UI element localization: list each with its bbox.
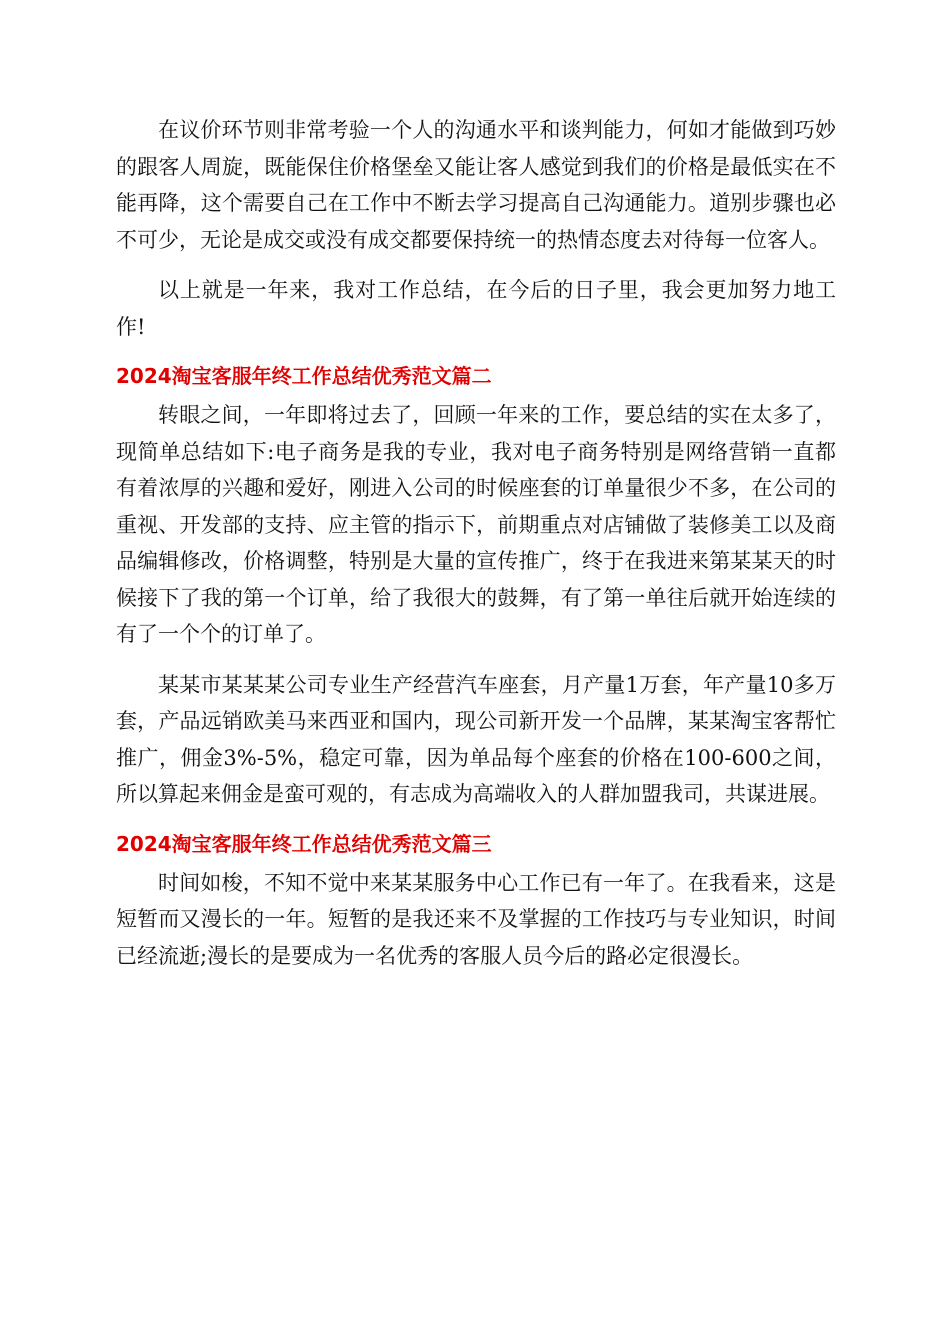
section-heading-part2: 2024淘宝客服年终工作总结优秀范文篇二 <box>116 364 492 388</box>
paragraph-part2-intro: 转眼之间，一年即将过去了，回顾一年来的工作，要总结的实在太多了，现简单总结如下:电子商务是我的专业，我对电子商务特别是网络营销一直都有着浓厚的兴趣和爱好，刚进入公司的时候座套的订单量很少不多，在公司的重视、开发部的支持、应主管的指示下，前期重点对店铺做了装修美工以及商品编辑修改，价格调整，特别是大量的宣传推广，终于在我进来第某某天的时候接下了我的第一个订单，给了我很大的鼓舞，有了第一单往后就开始连续的有了一个个的订单了。 <box>116 403 836 646</box>
document-body <box>116 112 836 974</box>
section-heading-part3: 2024淘宝客服年终工作总结优秀范文篇三 <box>116 831 492 856</box>
paragraph-negotiation: 在议价环节则非常考验一个人的沟通水平和谈判能力，何如才能做到巧妙的跟客人周旋，既能保住价格堡垒又能让客人感觉到我们的价格是最低实在不能再降，这个需要自己在工作中不断去学习提高自己沟通能力。道别步骤也必不可少，无论是成交或没有成交都要保持统一的热情态度去对待每一位客人。 <box>116 118 836 252</box>
paragraph-part3-intro: 时间如梭，不知不觉中来某某服务中心工作已有一年了。在我看来，这是短暂而又漫长的一年。短暂的是我还来不及掌握的工作技巧与专业知识，时间已经流逝;漫长的是要成为一名优秀的客服人员今后的路必定很漫长。 <box>116 870 836 968</box>
paragraph-part2-company: 某某市某某某公司专业生产经营汽车座套，月产量1万套，年产量10多万套，产品远销欧美马来西亚和国内，现公司新开发一个品牌，某某淘宝客帮忙推广，佣金3%-5%，稳定可靠，因为单品每个座套的价格在100-600之间，所以算起来佣金是蛮可观的，有志成为高端收入的人群加盟我司，共谋进展。 <box>116 672 836 806</box>
paragraph-conclusion: 以上就是一年来，我对工作总结，在今后的日子里，我会更加努力地工作! <box>116 278 836 339</box>
